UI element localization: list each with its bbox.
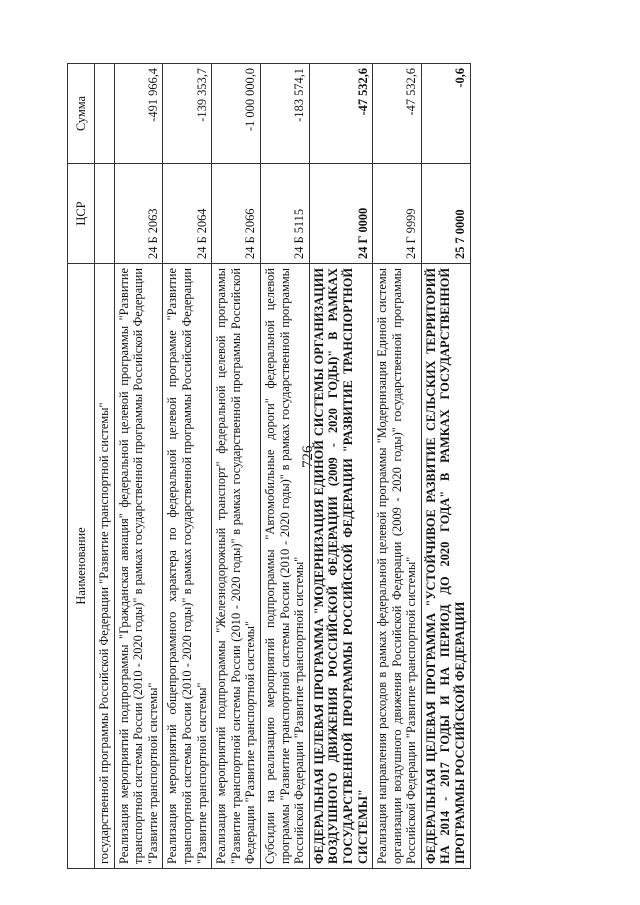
- csr-cell: 25 7 0000: [421, 164, 470, 264]
- page-number: 726: [300, 445, 316, 468]
- name-cell: Реализация мероприятий подпрограммы "Гражданская авиация" федеральной целевой программы "Развитие транспортной системы России (2010 - 2020 годы)" в рамках государственной программы Российской Федерации "Развитие транспортной системы": [114, 264, 163, 869]
- name-cell: Реализация мероприятий подпрограммы "Железнодорожный транспорт" федеральной целевой программы "Развитие транспортной системы России (2010 - 2020 годы)" в рамках государственной программы Российской Федерации "Развитие транспортной системы": [212, 264, 261, 869]
- name-cell: Реализация мероприятий общепрограммного характера по федеральной целевой программе "Развитие транспортной системы России (2010 - 2020 годы)" в рамках государственной программы Российской Федерации "Развитие транспортной системы": [163, 264, 212, 869]
- budget-table: [67, 63, 471, 869]
- csr-cell: 24 Б 2064: [163, 164, 212, 264]
- header-csr: ЦСР: [68, 164, 95, 264]
- table-body: [95, 64, 471, 869]
- name-cell: ФЕДЕРАЛЬНАЯ ЦЕЛЕВАЯ ПРОГРАММА "УСТОЙЧИВОЕ РАЗВИТИЕ СЕЛЬСКИХ ТЕРРИТОРИЙ НА 2014 - 2017 ГОДЫ И НА ПЕРИОД ДО 2020 ГОДА" В РАМКАХ ГОСУДАРСТВЕННОЙ ПРОГРАММЫ РОССИЙСКОЙ ФЕДЕРАЦИИ: [421, 264, 470, 869]
- table-row: [421, 64, 470, 869]
- csr-cell: 24 Г 9999: [373, 164, 422, 264]
- sum-cell: -491 966,4: [114, 64, 163, 164]
- table-row: [309, 64, 372, 869]
- name-cell: Реализация направления расходов в рамках федеральной целевой программы "Модернизация Единой системы организации воздушного движения Российской Федерации (2009 - 2020 годы)" государственной программы Российской Федерации "Развитие транспортной системы": [373, 264, 422, 869]
- table-row: [373, 64, 422, 869]
- csr-cell: 24 Б 2063: [114, 164, 163, 264]
- sum-cell: -139 353,7: [163, 64, 212, 164]
- sum-cell: [95, 64, 115, 164]
- table-row: [95, 64, 115, 869]
- name-cell: Субсидии на реализацию мероприятий подпрограммы "Автомобильные дороги" федеральной целевой программы "Развитие транспортной системы России (2010 - 2020 годы)" в рамках государственной программы Российской Федерации "Развитие транспортной системы": [260, 264, 309, 869]
- sum-cell: -47 532,6: [309, 64, 372, 164]
- sum-cell: -47 532,6: [373, 64, 422, 164]
- csr-cell: 24 Б 2066: [212, 164, 261, 264]
- csr-cell: [95, 164, 115, 264]
- sum-cell: -1 000 000,0: [212, 64, 261, 164]
- table-row: [163, 64, 212, 869]
- name-cell: государственной программы Российской Федерации "Развитие транспортной системы": [95, 264, 115, 869]
- csr-cell: 24 Г 0000: [309, 164, 372, 264]
- header-sum: Сумма: [68, 64, 95, 164]
- table-row: [260, 64, 309, 869]
- rotated-table-container: [67, 64, 592, 869]
- table-row: [212, 64, 261, 869]
- header-name: Наименование: [68, 264, 95, 869]
- sum-cell: -183 574,1: [260, 64, 309, 164]
- name-cell: ФЕДЕРАЛЬНАЯ ЦЕЛЕВАЯ ПРОГРАММА "МОДЕРНИЗАЦИЯ ЕДИНОЙ СИСТЕМЫ ОРГАНИЗАЦИИ ВОЗДУШНОГО ДВИЖЕНИЯ РОССИЙСКОЙ ФЕДЕРАЦИИ (2009 - 2020 ГОДЫ)" В РАМКАХ ГОСУДАРСТВЕННОЙ ПРОГРАММЫ РОССИЙСКОЙ ФЕДЕРАЦИИ "РАЗВИТИЕ ТРАНСПОРТНОЙ СИСТЕМЫ": [309, 264, 372, 869]
- table-header-row: [68, 64, 95, 869]
- csr-cell: 24 Б 5115: [260, 164, 309, 264]
- sum-cell: -0,6: [421, 64, 470, 164]
- table-row: [114, 64, 163, 869]
